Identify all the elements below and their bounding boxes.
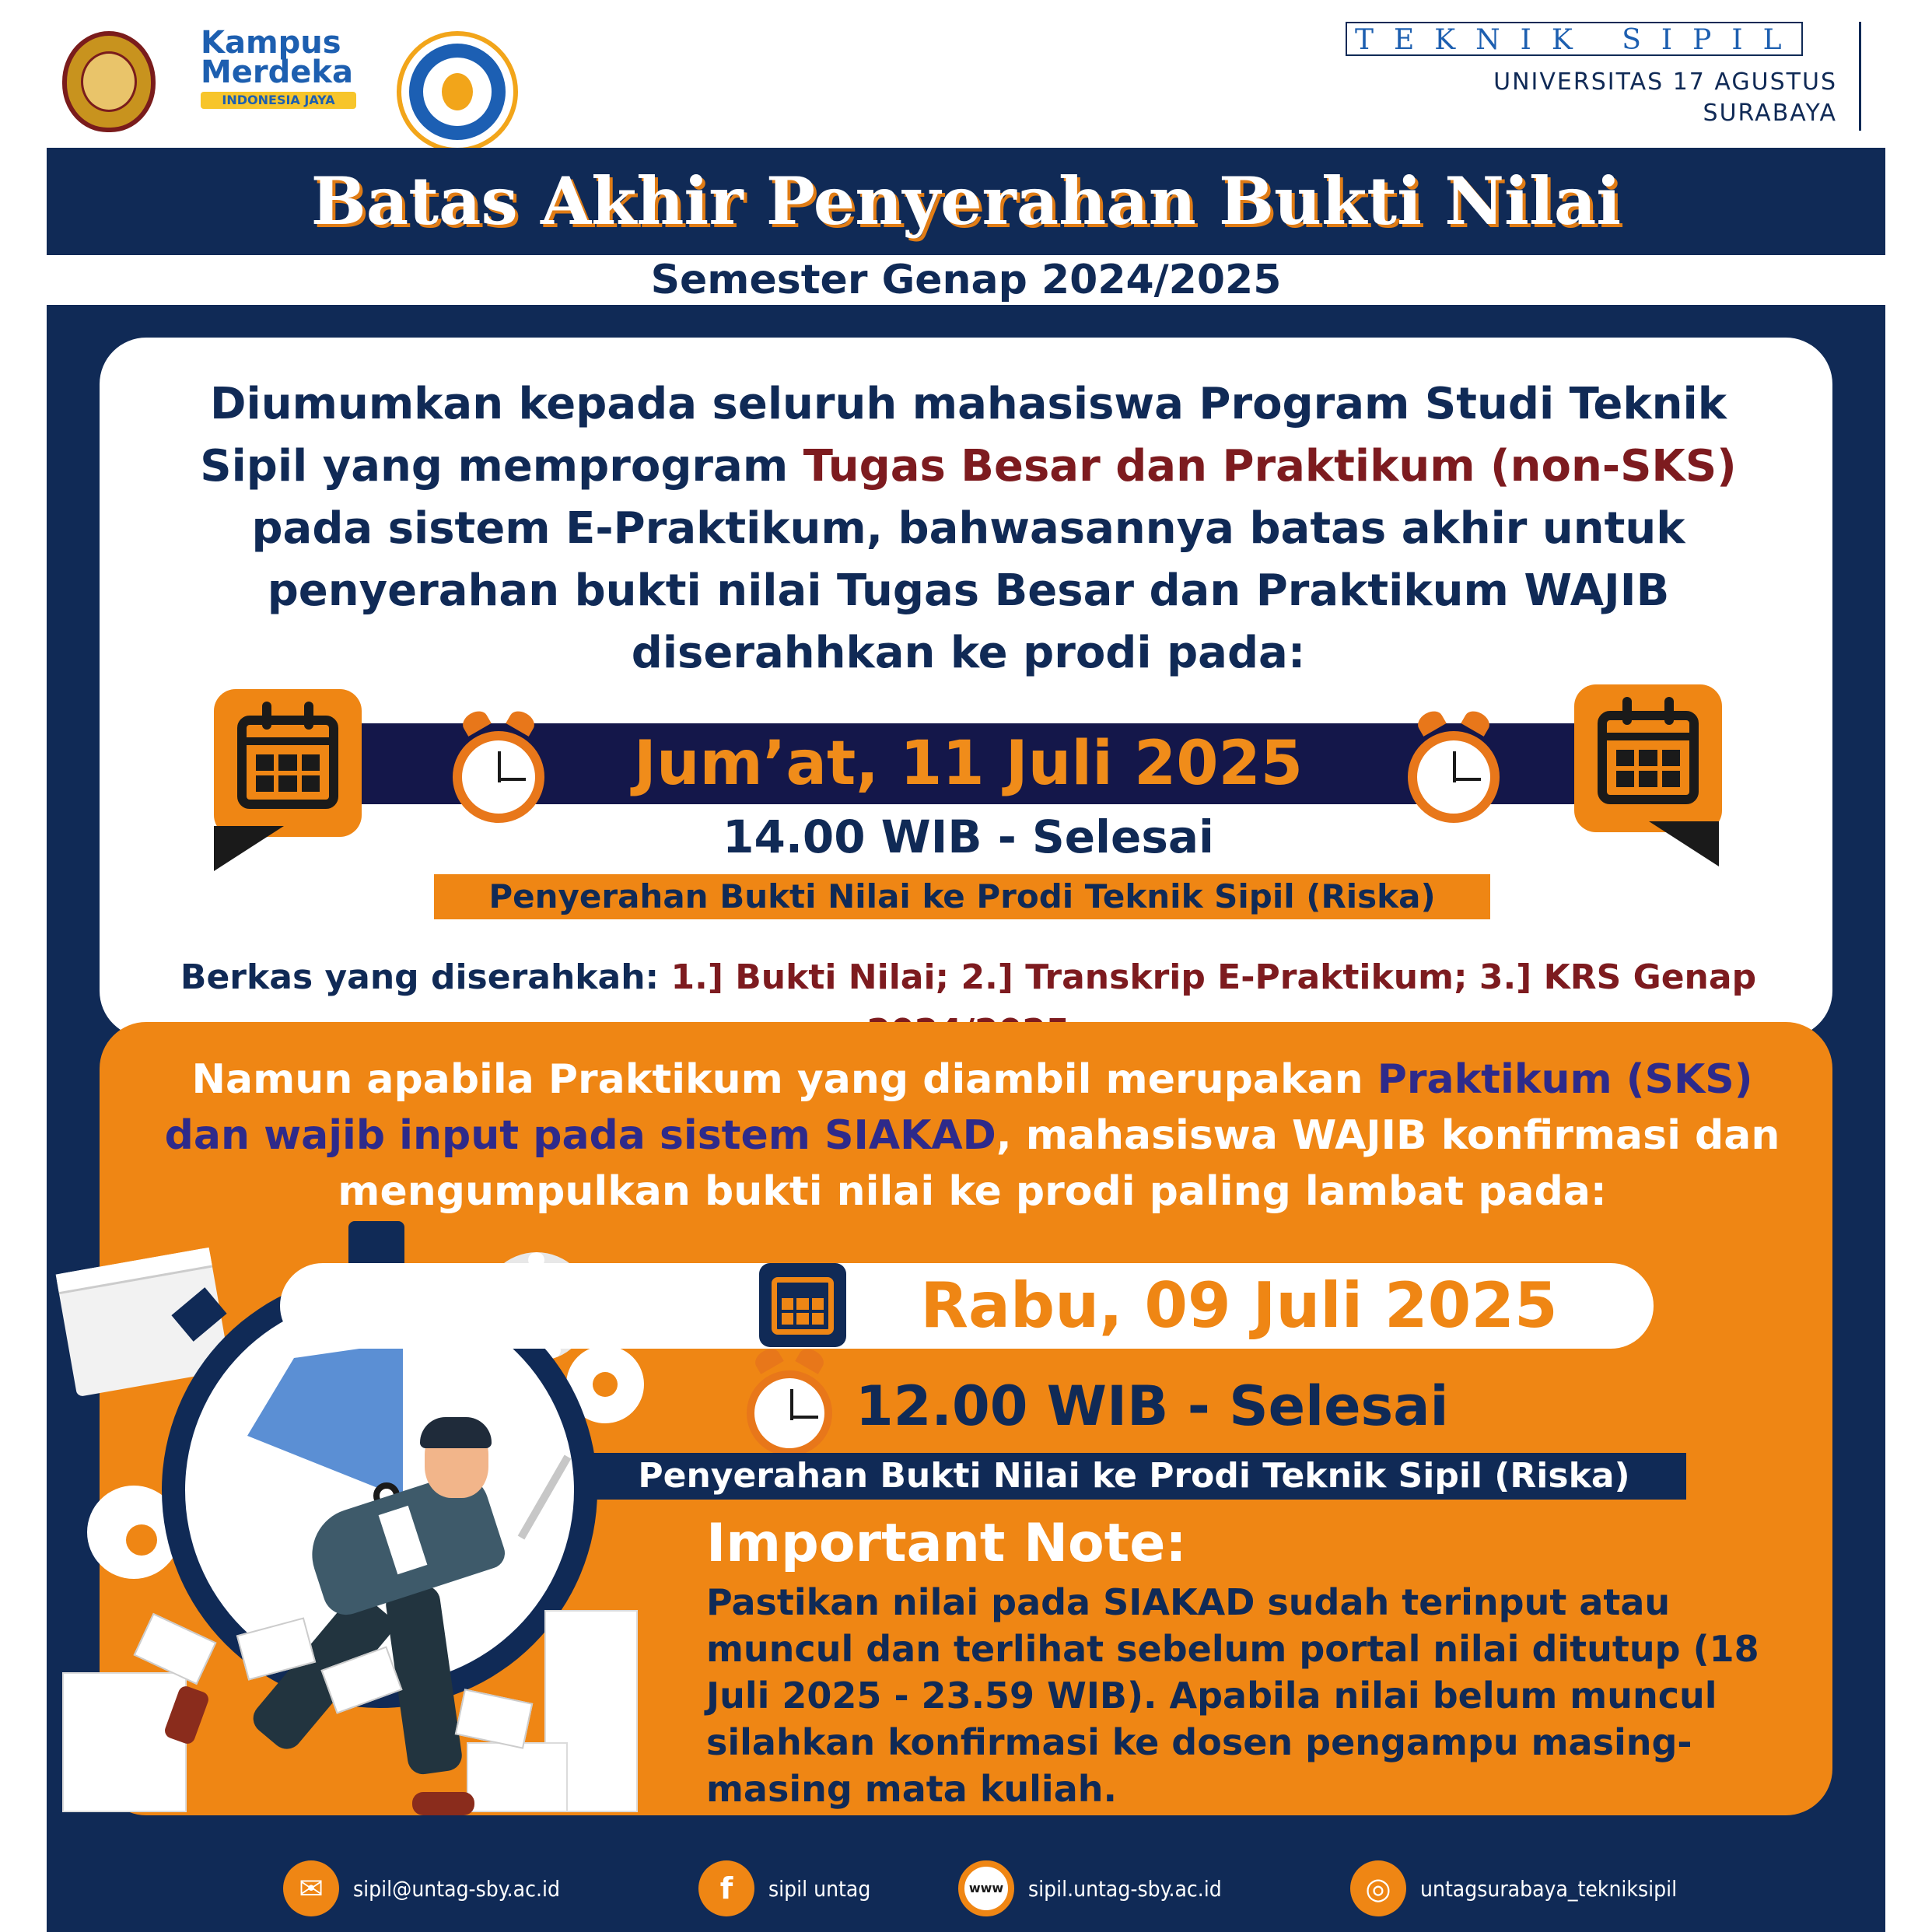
university-name: UNIVERSITAS 17 AGUSTUS SURABAYA: [1493, 68, 1837, 127]
speech-tail: [1649, 821, 1719, 866]
announcement-text: Diumumkan kepada seluruh mahasiswa Program Studi Teknik Sipil yang memprogram Tugas Besar dan Praktikum (non-SKS) pada sistem E-Praktikum, bahwasannya batas akhir untuk penyerahan bukti nilai Tugas Besar dan Praktikum WAJIB diserahhkan ke prodi pada:: [200, 379, 1737, 678]
person-shoe: [412, 1792, 474, 1815]
mail-icon: ✉: [283, 1860, 339, 1916]
deadline-date-1: Jum’at, 11 Juli 2025: [633, 729, 1304, 799]
important-note-title: Important Note:: [706, 1513, 1187, 1574]
calendar-icon: [1574, 684, 1722, 832]
deadline-date-2: Rabu, 09 Juli 2025: [920, 1269, 1558, 1342]
paper-stack: [62, 1672, 187, 1812]
diktisaintek-logo: [397, 31, 518, 152]
facebook-icon: f: [698, 1860, 754, 1916]
deadline-time-2: 12.00 WIB - Selesai: [856, 1374, 1449, 1438]
highlight-non-sks: Tugas Besar dan Praktikum (non-SKS): [803, 441, 1737, 492]
department-title: TEKNIK SIPIL: [1346, 22, 1803, 56]
page-title: Batas Akhir Penyerahan Bukti Nilai: [310, 163, 1622, 240]
important-note-body: Pastikan nilai pada SIAKAD sudah terinput atau muncul dan terlihat sebelum portal nilai ditutup (18 Juli 2025 - 23.59 WIB). Apabila nilai belum muncul silahkan konfirmasi ke dosen pengampu masing-masing mata kuliah.: [706, 1581, 1759, 1810]
sks-announcement-text: Namun apabila Praktikum yang diambil merupakan Praktikum (SKS) dan wajib input pada sistem SIAKAD, mahasiswa WAJIB konfirmasi dan mengumpulkan bukti nilai ke prodi paling lambat pada:: [164, 1056, 1780, 1215]
page-subtitle: Semester Genap 2024/2025: [650, 257, 1282, 303]
person-hair: [420, 1417, 492, 1448]
footer-website[interactable]: www sipil.untag-sby.ac.id: [958, 1860, 1222, 1916]
footer-instagram[interactable]: ◎ untagsurabaya_tekniksipil: [1350, 1860, 1677, 1916]
paper-stack: [467, 1742, 568, 1812]
handover-label-2: Penyerahan Bukti Nilai ke Prodi Teknik Sipil (Riska): [638, 1456, 1630, 1496]
footer-email[interactable]: ✉ sipil@untag-sby.ac.id: [283, 1860, 560, 1916]
footer-facebook[interactable]: f sipil untag: [698, 1860, 870, 1916]
kampus-merdeka-logo: Kampus Merdeka INDONESIA JAYA: [201, 28, 380, 109]
alarm-clock-icon: [747, 1370, 832, 1456]
speech-tail: [214, 826, 284, 871]
stopwatch-crown: [348, 1221, 404, 1269]
handover-label-1: Penyerahan Bukti Nilai ke Prodi Teknik Sipil (Riska): [488, 877, 1436, 915]
required-files: Berkas yang diserahkah: 1.] Bukti Nilai; 2.] Transkrip E-Praktikum; 3.] KRS Genap: [180, 957, 1757, 997]
calendar-icon: [214, 689, 362, 837]
untag-logo: [62, 31, 156, 132]
header-divider: [1859, 22, 1861, 131]
instagram-icon: ◎: [1350, 1860, 1406, 1916]
deadline-time-1: 14.00 WIB - Selesai: [723, 810, 1214, 863]
globe-icon: www: [958, 1860, 1014, 1916]
